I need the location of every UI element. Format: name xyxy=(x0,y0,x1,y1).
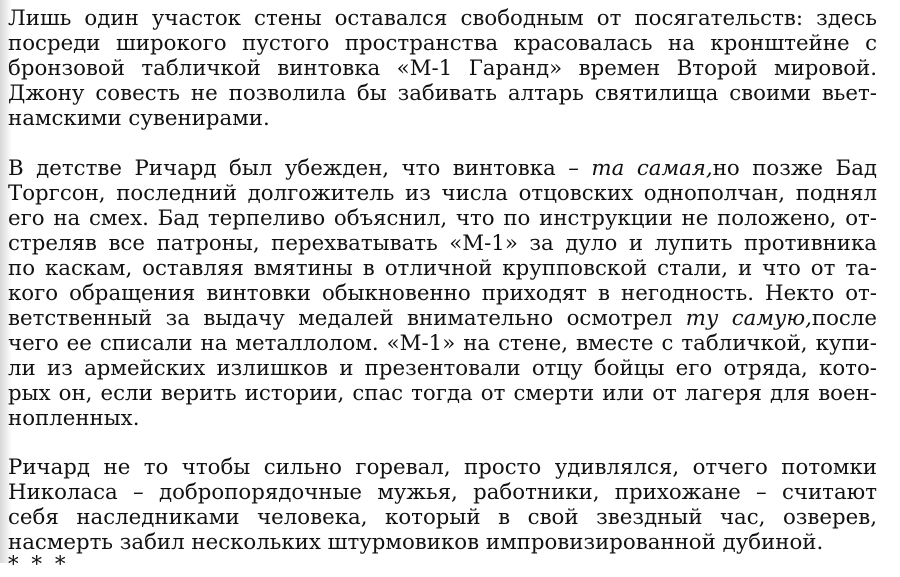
text-line xyxy=(8,6,877,31)
text-line xyxy=(8,206,877,231)
text-line xyxy=(8,381,877,406)
text-run: В детстве Ричард был убежден, что винтовка – xyxy=(8,156,592,181)
text-run: чего ее списали на металлолом. «М-1» на стене, вместе с табличкой, купи- xyxy=(8,331,877,356)
text-line xyxy=(8,356,877,381)
text-line xyxy=(8,81,877,106)
paragraph-2 xyxy=(8,156,877,431)
text-line xyxy=(8,306,877,331)
text-run: но позже Бад xyxy=(712,156,878,181)
text-run: его на смех. Бад терпеливо объяснил, что по инструкции не положено, от- xyxy=(8,206,877,231)
text-run: после xyxy=(811,306,877,331)
text-run: рых он, если верить истории, спас тогда от смерти или от лагеря для воен- xyxy=(8,381,877,406)
text-line xyxy=(8,156,877,181)
text-run: себя наследниками человека, который в свой звездный час, озверев, xyxy=(8,505,877,530)
italic-text: ту самую, xyxy=(685,306,812,331)
paragraph-1 xyxy=(8,6,877,131)
text-line xyxy=(8,181,877,206)
text-run: бронзовой табличкой винтовка «М-1 Гаранд» времен Второй мировой. xyxy=(8,56,877,81)
text-run: насмерть забил нескольких штурмовиков импровизированной дубиной. xyxy=(8,530,824,555)
text-line xyxy=(8,256,877,281)
text-run: ли из армейских излишков и презентовали отцу бойцы его отряда, кото- xyxy=(8,356,877,381)
text-run: Лишь один участок стены оставался свободным от посягательств: здесь xyxy=(8,6,877,31)
text-line xyxy=(8,106,877,131)
text-line xyxy=(8,505,877,530)
text-run: намскими сувенирами. xyxy=(8,106,270,131)
text-line xyxy=(8,406,877,431)
text-run: посреди широкого пустого пространства красовалась на кронштейне с xyxy=(8,31,877,56)
text-run: по каскам, оставляя вмятины в отличной крупповской стали, и что от та- xyxy=(8,256,877,281)
text-line xyxy=(8,56,877,81)
text-run: кого обращения винтовки обыкновенно приходят в негодность. Некто от- xyxy=(8,281,877,306)
text-line xyxy=(8,480,877,505)
text-run: Ричард не то чтобы сильно горевал, просто удивлялся, отчего потомки xyxy=(8,455,877,480)
text-run: нопленных. xyxy=(8,406,140,431)
text-run: стреляв все патроны, перехватывать «М-1» за дуло и лупить противника xyxy=(8,231,877,256)
text-line xyxy=(8,281,877,306)
text-run: ветственный за выдачу медалей внимательно осмотрел xyxy=(8,306,686,331)
text-run: Николаса – добропорядочные мужья, работники, прихожане – считают xyxy=(8,480,877,505)
italic-text: та самая, xyxy=(591,156,713,181)
text-run: Торгсон, последний долгожитель из числа отцовских однополчан, поднял xyxy=(8,181,877,206)
text-run: Джону совесть не позволила бы забивать алтарь святилища своими вьет- xyxy=(8,81,877,106)
text-line xyxy=(8,455,877,480)
section-separator: * * * xyxy=(8,552,69,577)
text-line xyxy=(8,530,877,555)
paragraph-3 xyxy=(8,455,877,555)
text-line xyxy=(8,31,877,56)
text-line xyxy=(8,231,877,256)
text-line xyxy=(8,331,877,356)
